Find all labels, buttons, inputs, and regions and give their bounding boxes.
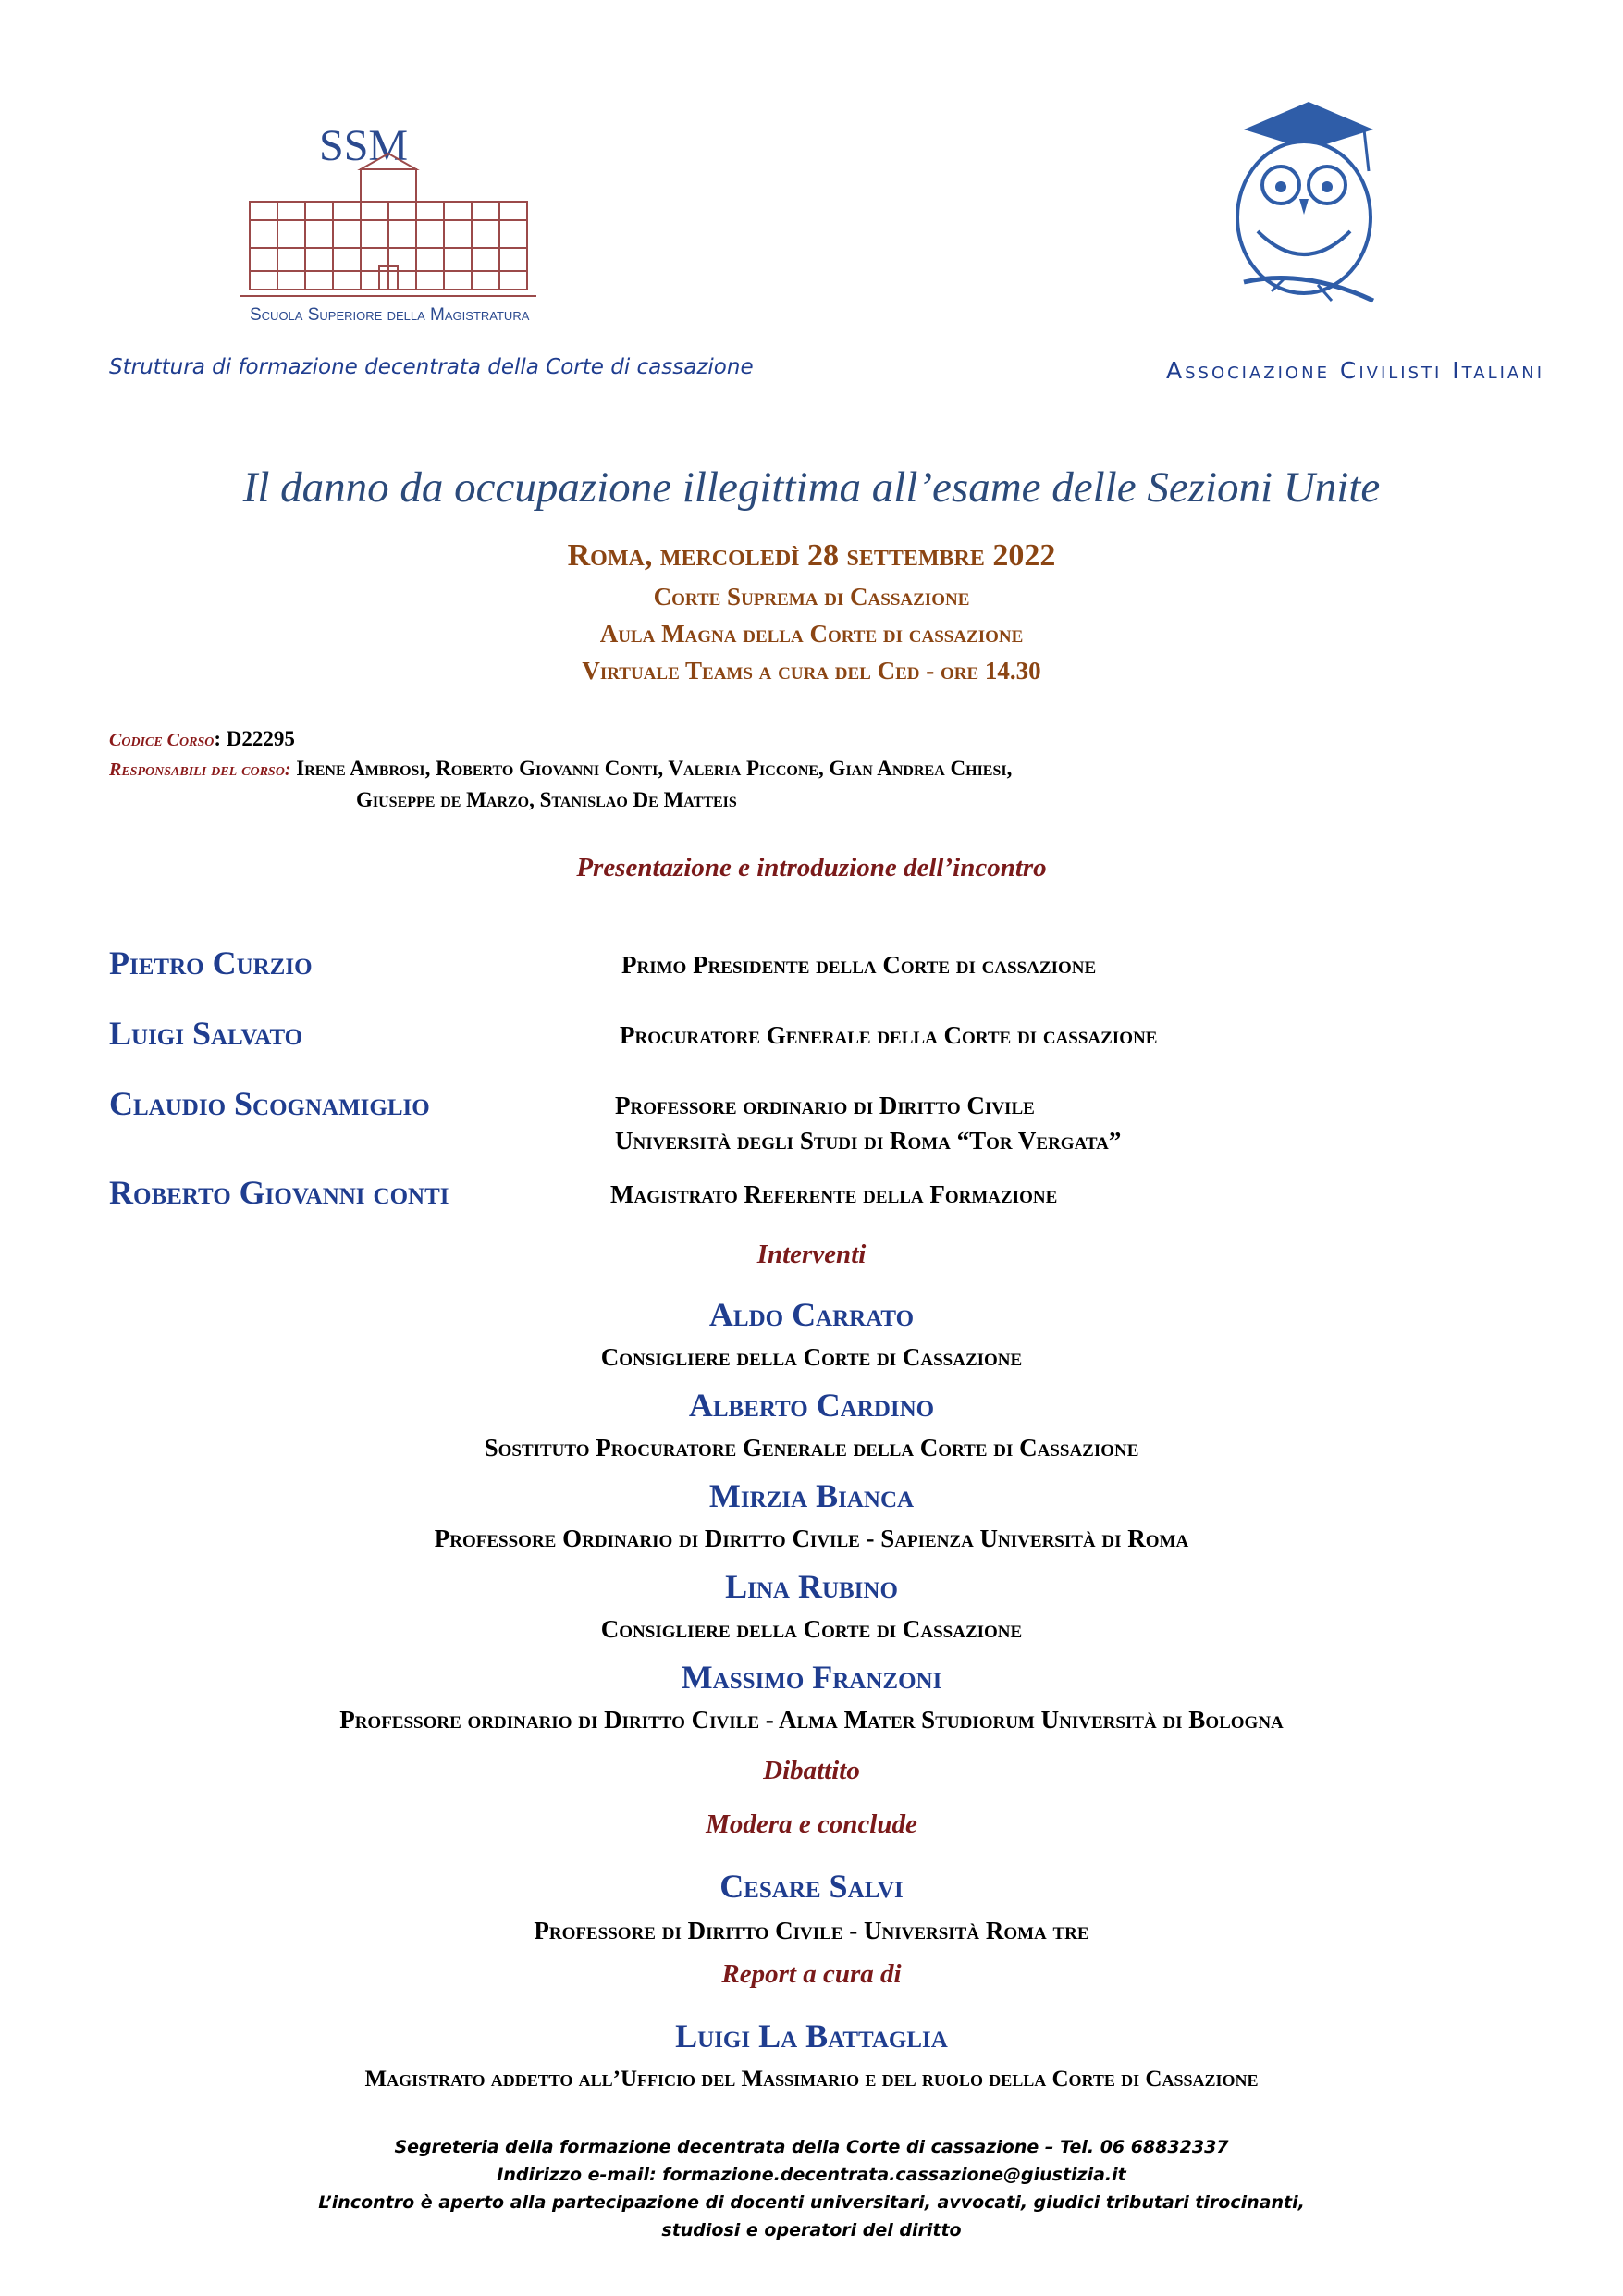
- reporter-name: Luigi La Battaglia: [675, 2018, 948, 2055]
- section-modera: Modera e conclude: [706, 1809, 917, 1839]
- speaker-role-line2: Università degli Studi di Roma “Tor Vergata”: [615, 1127, 1122, 1154]
- palace-icon: [250, 154, 527, 290]
- intervento-name: Alberto Cardino: [688, 1387, 935, 1424]
- speaker-role: Procuratore Generale della Corte di cassazione: [620, 1021, 1158, 1049]
- speaker-name: Luigi Salvato: [109, 1015, 303, 1052]
- section-report: Report a cura di: [721, 1959, 902, 1989]
- speaker-name: Roberto Giovanni conti: [109, 1174, 449, 1211]
- owl-icon: [1207, 93, 1392, 333]
- footer-line-3: L’incontro è aperto alla partecipazione di docenti universitari, avvocati, giudici tributari tirocinanti,: [318, 2192, 1305, 2213]
- speaker-role: Professore ordinario di Diritto Civile: [615, 1092, 1035, 1119]
- footer-line-1: Segreteria della formazione decentrata della Corte di cassazione – Tel. 06 68832337: [394, 2137, 1229, 2157]
- course-resp-label: Responsabili del corso:: [109, 759, 291, 780]
- course-resp-line2: Giuseppe de Marzo, Stanislao De Matteis: [356, 788, 737, 811]
- reporter-role: Magistrato addetto all’Ufficio del Massimario e del ruolo della Corte di Cassazione: [364, 2067, 1259, 2092]
- event-date: Roma, mercoledì 28 settembre 2022: [567, 538, 1056, 573]
- footer-email: Indirizzo e-mail: formazione.decentrata.cassazione@giustizia.it: [497, 2165, 1126, 2185]
- ssm-caption: Scuola Superiore della Magistratura: [250, 305, 530, 325]
- moderator-role: Professore di Diritto Civile - Università Roma tre: [534, 1917, 1089, 1944]
- moderator-name: Cesare Salvi: [719, 1868, 904, 1905]
- intervento-name: Mirzia Bianca: [708, 1477, 915, 1514]
- course-responsibles: [109, 757, 1515, 781]
- course-code-value: D22295: [226, 727, 295, 750]
- event-place-1: Corte Suprema di Cassazione: [653, 583, 970, 611]
- event-place-2: Aula Magna della Corte di cassazione: [599, 620, 1024, 648]
- intervento-role: Consigliere della Corte di Cassazione: [600, 1343, 1023, 1371]
- course-code-label: Codice Corso: [109, 730, 215, 750]
- intervento-role: Professore Ordinario di Diritto Civile - Sapienza Università di Roma: [434, 1524, 1189, 1552]
- section-dibattito: Dibattito: [763, 1756, 860, 1785]
- section-intro: Presentazione e introduzione dell’incontro: [576, 853, 1047, 883]
- intervento-name: Lina Rubino: [725, 1568, 898, 1605]
- speaker-role: Magistrato Referente della Formazione: [610, 1180, 1058, 1208]
- speaker-role: Primo Presidente della Corte di cassazione: [621, 951, 1097, 979]
- course-code: Codice Corso: D22295: [109, 727, 295, 750]
- left-subtitle: Struttura di formazione decentrata della Corte di cassazione: [109, 355, 754, 379]
- intervento-role: Professore ordinario di Diritto Civile - Alma Mater Studiorum Università di Bologna: [339, 1706, 1284, 1734]
- intervento-role: Sostituto Procuratore Generale della Corte di Cassazione: [484, 1434, 1139, 1462]
- ssm-logo: [231, 118, 546, 331]
- intervento-name: Massimo Franzoni: [681, 1659, 942, 1696]
- ssm-logo-text: SSM: [319, 121, 409, 170]
- footer-line-4: studiosi e operatori del diritto: [661, 2220, 962, 2240]
- course-resp-line1: Irene Ambrosi, Roberto Giovanni Conti, Valeria Piccone, Gian Andrea Chiesi,: [296, 757, 1013, 780]
- right-subtitle: Associazione Civilisti Italiani: [1165, 357, 1544, 384]
- intervento-name: Aldo Carrato: [708, 1296, 915, 1333]
- speaker-name: Pietro Curzio: [109, 944, 313, 981]
- event-place-3: Virtuale Teams a cura del Ced - ore 14.30: [582, 657, 1041, 685]
- event-title: Il danno da occupazione illegittima all’esame delle Sezioni Unite: [242, 463, 1381, 512]
- section-interventi: Interventi: [756, 1240, 867, 1269]
- speaker-name: Claudio Scognamiglio: [109, 1085, 430, 1122]
- owl-logo: [1207, 93, 1392, 333]
- intervento-role: Consigliere della Corte di Cassazione: [600, 1615, 1023, 1643]
